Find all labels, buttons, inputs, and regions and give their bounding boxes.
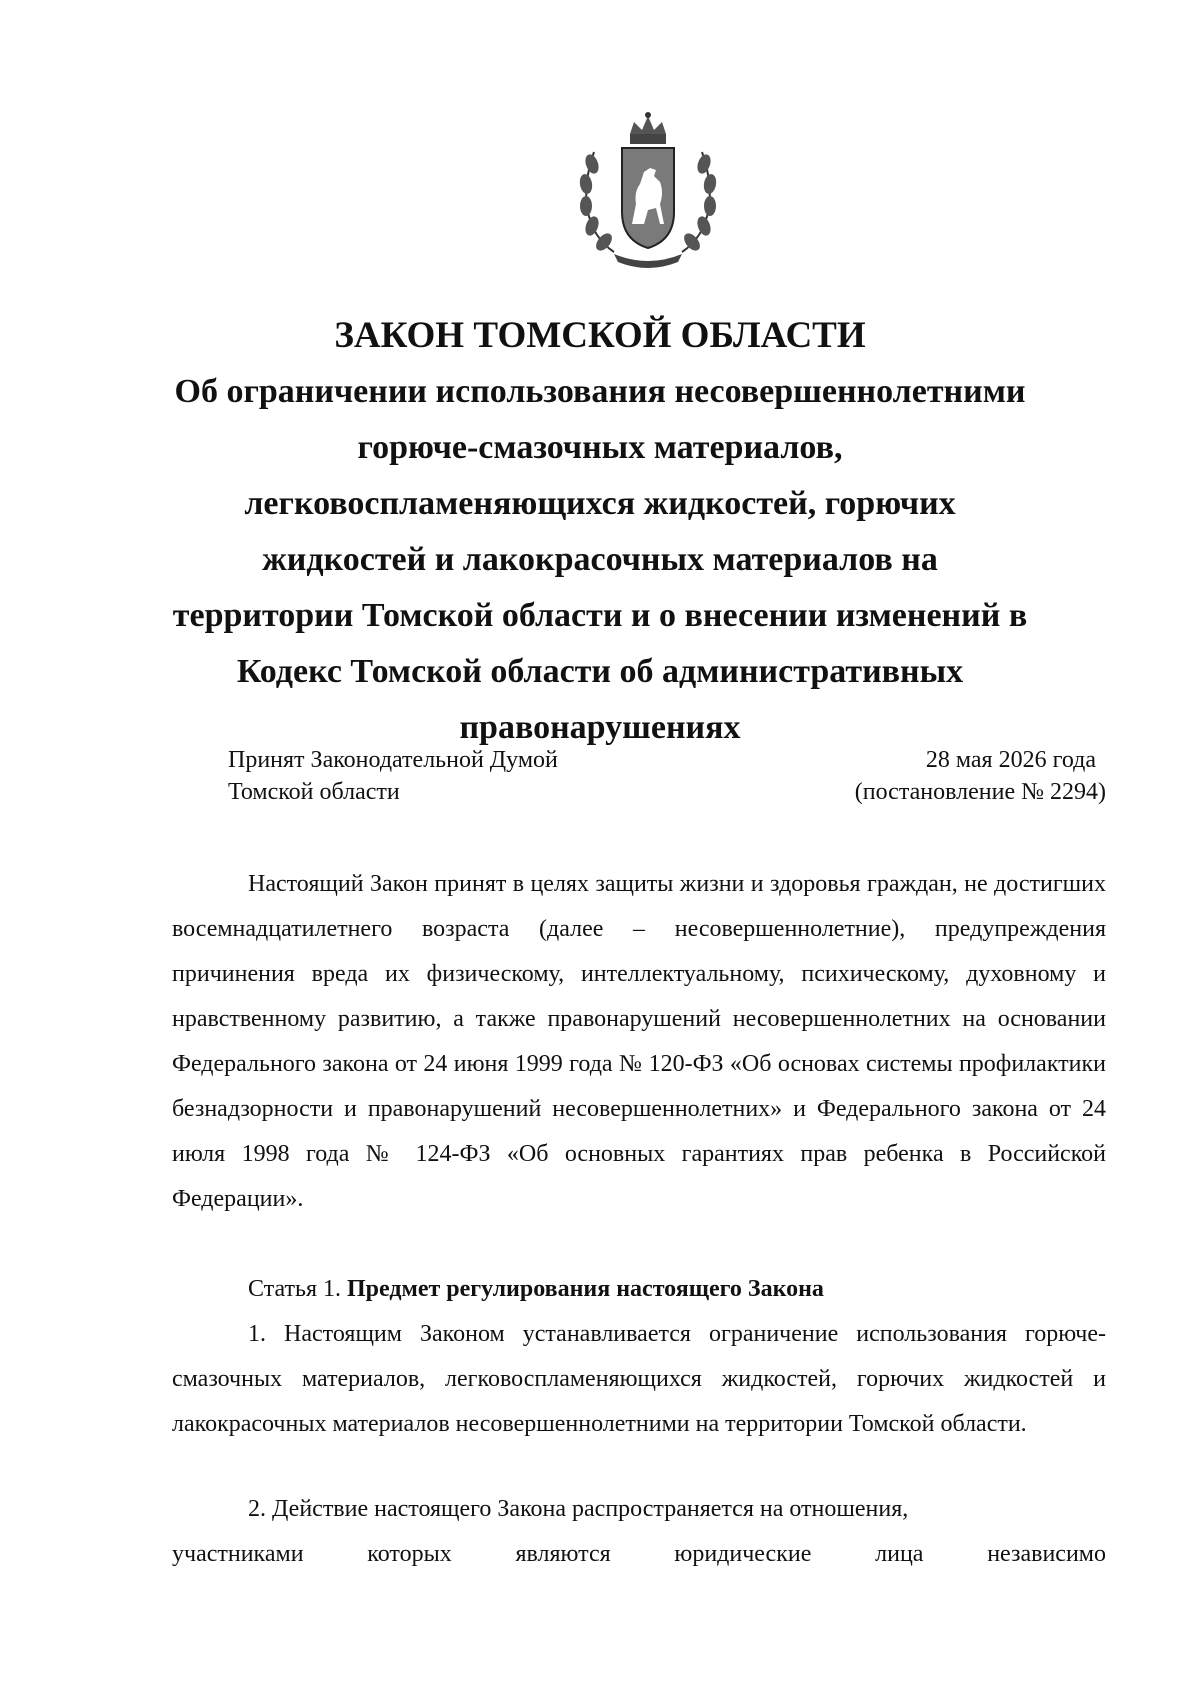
adopted-by-line-2: Томской области [228,779,400,805]
adopted-by-block [228,744,558,808]
law-title: ЗАКОН ТОМСКОЙ ОБЛАСТИ [334,315,866,356]
article-label: Статья 1. [248,1276,341,1302]
resolution-number: (постановление № 2294) [854,779,1106,805]
article-heading [248,1273,824,1305]
adoption-date-block [855,744,1106,808]
article-paragraph-1: 1. Настоящим Законом устанавливается ограничение использования горюче-смазочных материалов, легковоспламеняющихся жидкостей, горючих жидкостей и лакокрасочных материалов несовершеннолетними на территории Томской области. [172,1321,1106,1437]
law-subtitle: Об ограничении использования несовершеннолетними горюче-смазочных материалов, легковоспламеняющихся жидкостей, горючих жидкостей и лакокрасочных материалов на территории Томской области и о внесении изменений в Кодекс Томской области об административных правонарушениях [172,373,1028,746]
article-paragraph-2: 2. Действие настоящего Закона распространяется на отношения, [248,1496,909,1522]
coat-of-arms-icon [574,112,722,270]
article-paragraph-2-continued: участниками которых являются юридические лица независимо [172,1541,1106,1567]
article-title: Предмет регулирования настоящего Закона [346,1276,824,1302]
preamble-paragraph: Настоящий Закон принят в целях защиты жизни и здоровья граждан, не достигших восемнадцатилетнего возраста (далее – несовершеннолетние), предупреждения причинения вреда их физическому, интеллектуальному, психическому, духовному и нравственному развитию, а также правонарушений несовершеннолетних на основании Федерального закона от 24 июня 1999 года № 120-ФЗ «Об основах системы профилактики безнадзорности и правонарушений несовершеннолетних» и Федерального закона от 24 июля 1998 года № 124-ФЗ «Об основных гарантиях прав ребенка в Российской Федерации». [172,871,1106,1212]
adopted-date: 28 мая 2026 года [925,747,1096,773]
adopted-by-line-1: Принят Законодательной Думой [228,747,558,773]
